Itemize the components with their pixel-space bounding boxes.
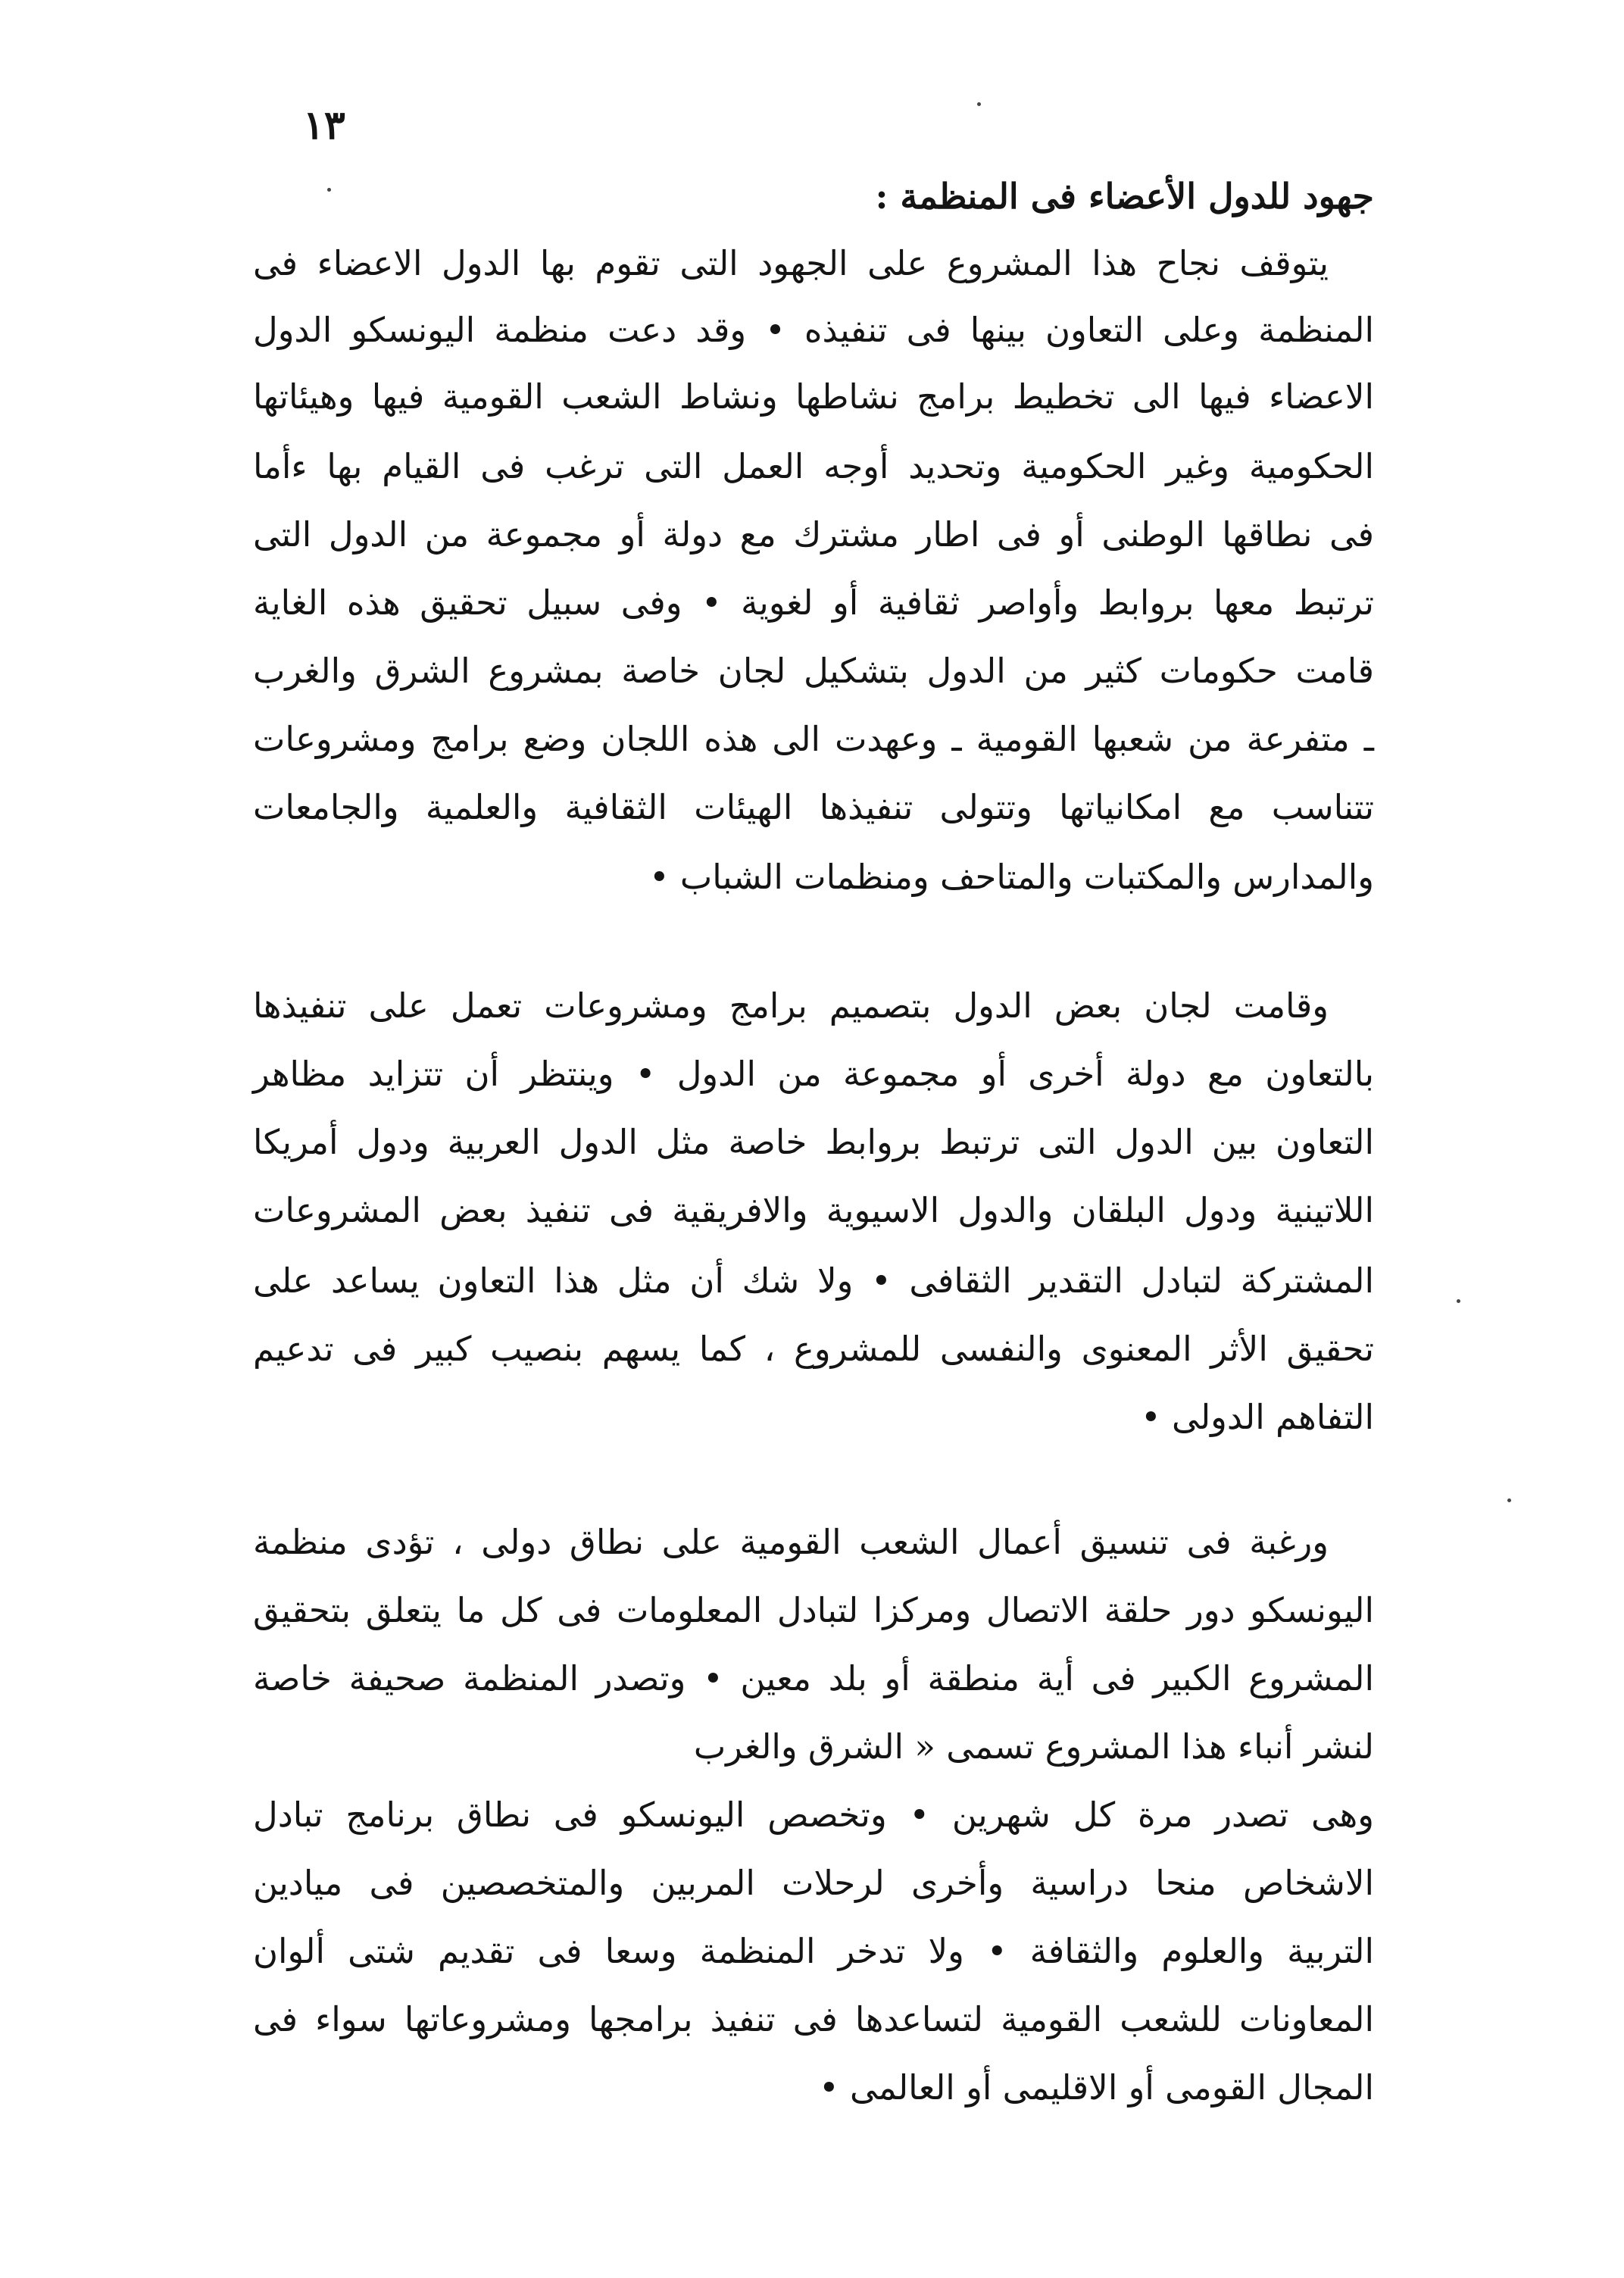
text-line: فى نطاقها الوطنى أو فى اطار مشترك مع دولة أو مجموعة من الدول التى [253,514,1374,555]
text-line: المجال القومى أو الاقليمى أو العالمى • [819,2067,1374,2108]
text-line: التربية والعلوم والثقافة • ولا تدخر المنظمة وسعا فى تقديم شتى ألوان [253,1931,1374,1971]
text-line: الاشخاص منحا دراسية وأخرى لرحلات المربين والمتخصصين فى ميادين [253,1863,1374,1903]
page-number: ١٣ [303,102,345,148]
text-line: اليونسكو دور حلقة الاتصال ومركزا لتبادل المعلومات فى كل ما يتعلق بتحقيق [253,1590,1374,1630]
text-line: قامت حكومات كثير من الدول بتشكيل لجان خاصة بمشروع الشرق والغرب [253,651,1374,691]
text-line: ـ متفرعة من شعبها القومية ـ وعهدت الى هذه اللجان وضع برامج ومشروعات [253,719,1374,759]
text-line: والمدارس والمكتبات والمتاحف ومنظمات الشباب • [649,857,1374,897]
text-line: ترتبط معها بروابط وأواصر ثقافية أو لغوية • وفى سبيل تحقيق هذه الغاية [253,583,1375,623]
text-line: اللاتينية ودول البلقان والدول الاسيوية والافريقية فى تنفيذ بعض المشروعات [253,1190,1374,1230]
scan-speck [327,188,331,192]
text-line: وقامت لجان بعض الدول بتصميم برامج ومشروعات تعمل على تنفيذها [253,986,1329,1026]
scan-speck [977,102,981,106]
text-line: تحقيق الأثر المعنوى والنفسى للمشروع ، كما يسهم بنصيب كبير فى تدعيم [253,1329,1374,1369]
scan-speck [1457,1299,1460,1303]
text-line: لنشر أنباء هذا المشروع تسمى « الشرق والغرب [693,1726,1374,1767]
text-line: المعاونات للشعب القومية لتساعدها فى تنفيذ برامجها ومشروعاتها سواء فى [253,1999,1374,2039]
text-line: بالتعاون مع دولة أخرى أو مجموعة من الدول • وينتظر أن تتزايد مظاهر [253,1054,1374,1094]
text-line: المنظمة وعلى التعاون بينها فى تنفيذه • وقد دعت منظمة اليونسكو الدول [253,310,1374,350]
text-line: المشتركة لتبادل التقدير الثقافى • ولا شك أن مثل هذا التعاون يساعد على [253,1261,1374,1301]
section-heading: جهود للدول الأعضاء فى المنظمة : [875,176,1374,217]
text-line: يتوقف نجاح هذا المشروع على الجهود التى تقوم بها الدول الاعضاء فى [253,243,1329,283]
text-line: المشروع الكبير فى أية منطقة أو بلد معين • وتصدر المنظمة صحيفة خاصة [253,1658,1374,1698]
text-line: الاعضاء فيها الى تخطيط برامج نشاطها ونشاط الشعب القومية فيها وهيئاتها [253,377,1374,417]
scan-speck [1507,1498,1511,1502]
text-line: الحكومية وغير الحكومية وتحديد أوجه العمل التى ترغب فى القيام بها ءأما [253,446,1374,486]
text-line: التعاون بين الدول التى ترتبط بروابط خاصة مثل الدول العربية ودول أمريكا [253,1122,1374,1162]
text-line: وهى تصدر مرة كل شهرين • وتخصص اليونسكو فى نطاق برنامج تبادل [253,1795,1374,1835]
text-line: التفاهم الدولى • [1141,1397,1374,1437]
text-line: تتناسب مع امكانياتها وتتولى تنفيذها الهيئات الثقافية والعلمية والجامعات [253,787,1374,827]
text-line: ورغبة فى تنسيق أعمال الشعب القومية على نطاق دولى ، تؤدى منظمة [253,1522,1329,1562]
